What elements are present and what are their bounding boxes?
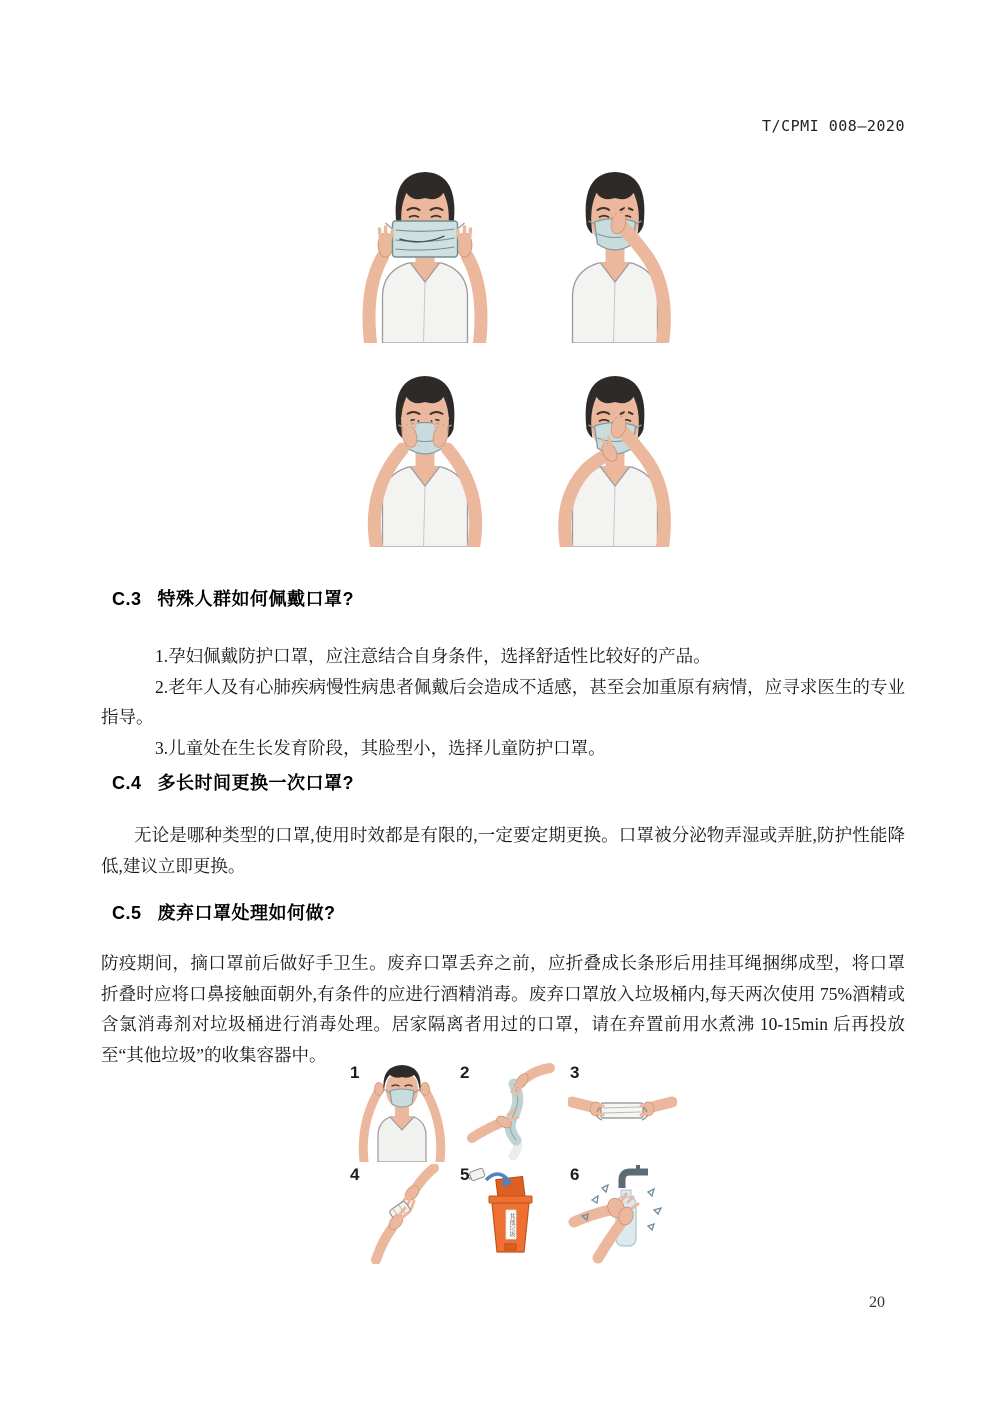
mask-disposal-figure	[348, 1062, 677, 1264]
section-c4-body	[101, 820, 905, 881]
press-nose-one-hand-icon	[542, 165, 688, 343]
disposal-step-2	[458, 1062, 567, 1162]
press-mask-both-hands-icon	[352, 369, 498, 547]
person-remove-mask-icon	[348, 1062, 457, 1162]
disposal-step-6	[568, 1164, 677, 1264]
wash-hands-icon	[568, 1164, 677, 1264]
section-title: 特殊人群如何佩戴口罩?	[157, 589, 355, 609]
step-number: 6	[570, 1165, 580, 1184]
step-number: 4	[350, 1165, 360, 1184]
section-title: 多长时间更换一次口罩?	[157, 773, 355, 793]
step-number: 3	[570, 1063, 580, 1082]
paragraph: 无论是哪种类型的口罩,使用时效都是有限的,一定要定期更换。口罩被分泌物弄湿或弄脏,防护性能降低,建议立即更换。	[101, 825, 905, 876]
pinch-nose-clip-illustration	[542, 369, 688, 547]
hold-mask-illustration	[352, 165, 498, 343]
fold-mask-icon	[458, 1062, 567, 1162]
disposal-step-4	[348, 1164, 457, 1264]
hold-mask-icon	[352, 165, 498, 343]
section-c3-body	[101, 641, 905, 763]
section-number: C.5	[112, 903, 142, 923]
section-c5-body	[101, 948, 905, 1070]
press-mask-both-hands-illustration	[352, 369, 498, 547]
disposal-step-1	[348, 1062, 457, 1162]
section-heading-c3	[112, 585, 354, 611]
step-number: 5	[460, 1165, 470, 1184]
list-item: 1.孕妇佩戴防护口罩，应注意结合自身条件，选择舒适性比较好的产品。	[155, 646, 711, 666]
list-item: 3.儿童处在生长发育阶段，其脸型小，选择儿童防护口罩。	[155, 737, 606, 758]
disposal-step-5	[458, 1164, 567, 1264]
step-number: 1	[350, 1063, 360, 1082]
list-item: 2.老年人及有心肺疾病慢性病患者佩戴后会造成不适感，甚至会加重原有病情，应寻求医生的专业指导。	[101, 676, 905, 727]
section-title: 废弃口罩处理如何做?	[157, 903, 336, 923]
pinch-nose-clip-icon	[542, 369, 688, 547]
section-number: C.3	[112, 589, 142, 609]
section-heading-c5	[112, 899, 336, 925]
stretch-ear-loops-icon	[568, 1062, 677, 1162]
section-number: C.4	[112, 773, 142, 793]
trash-bin-label: 其他垃圾	[508, 1213, 514, 1237]
disposal-step-3	[568, 1062, 677, 1162]
doc-code-header: T/CPMI 008—2020	[762, 117, 905, 135]
step-number: 2	[460, 1063, 470, 1082]
press-nose-one-hand-illustration	[542, 165, 688, 343]
section-heading-c4	[112, 769, 354, 795]
roll-bind-mask-icon	[348, 1164, 457, 1264]
page-number: 20	[869, 1294, 885, 1311]
paragraph: 防疫期间，摘口罩前后做好手卫生。废弃口罩丢弃之前，应折叠成长条形后用挂耳绳捆绑成型，将口罩折叠时应将口鼻接触面朝外,有条件的应进行酒精消毒。废弃口罩放入垃圾桶内,每天两次使用 75%酒精或含氯消毒剂对垃圾桶进行消毒处理。居家隔离者用过的口罩，请在弃置前用水煮沸 10-15min 后再投放至“其他垃圾”的收集容器中。	[101, 953, 905, 1065]
mask-wearing-figure	[352, 165, 688, 547]
